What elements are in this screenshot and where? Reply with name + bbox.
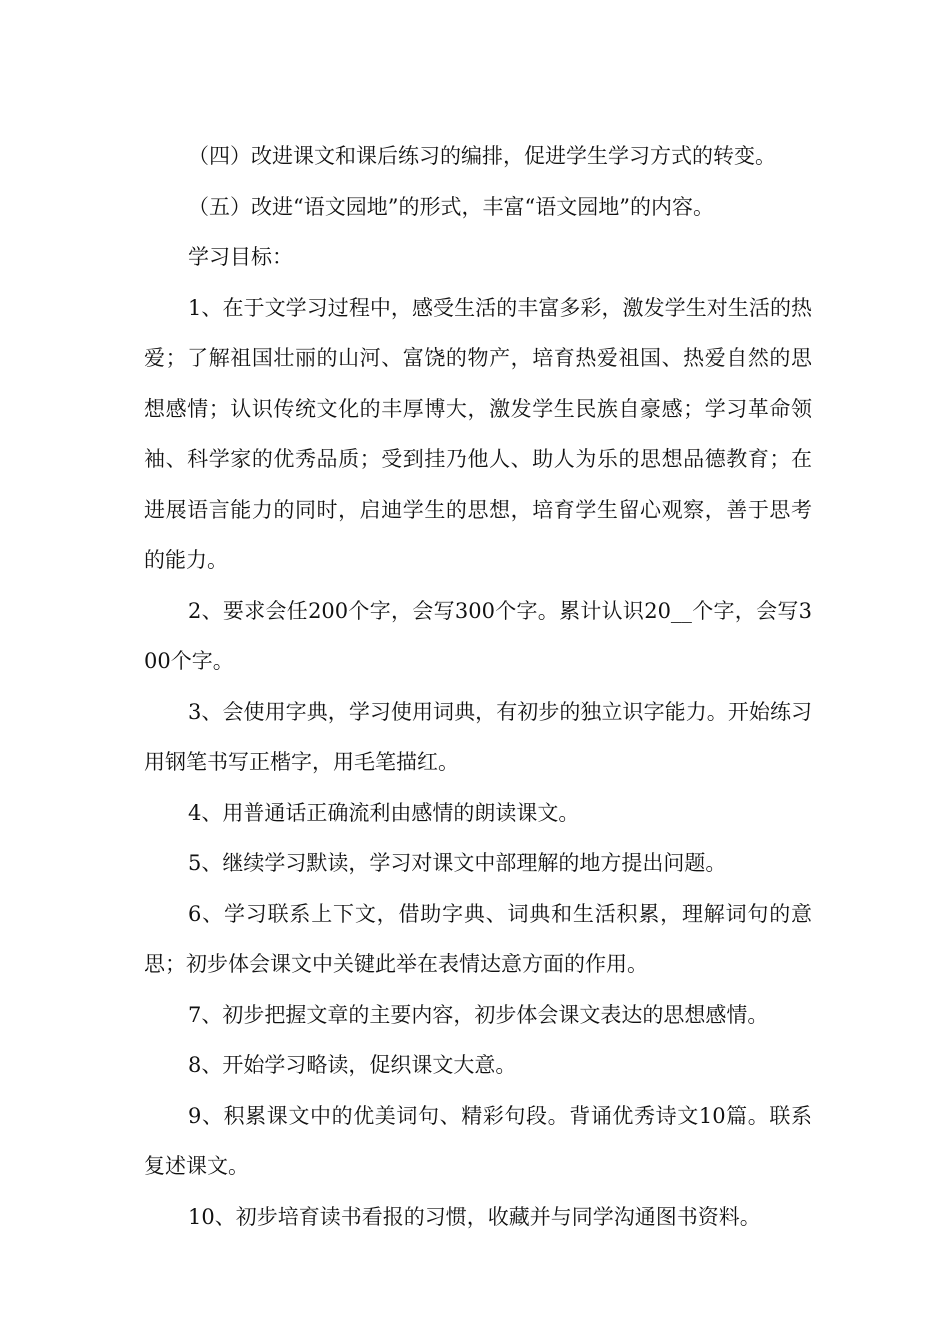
document-body [144, 131, 812, 1242]
goal-item-2: 2、要求会任200个字，会写300个字。累计认识20__个字，会写300个字。 [144, 598, 812, 673]
goal-item-3: 3、会使用字典，学习使用词典，有初步的独立识字能力。开始练习用钢笔书写正楷字，用毛笔描红。 [144, 699, 812, 774]
paragraph-2: （五）改进“语文园地”的形式，丰富“语文园地”的内容。 [188, 194, 714, 219]
goal-item-9: 9、积累课文中的优美词句、精彩句段。背诵优秀诗文10篇。联系复述课文。 [144, 1103, 812, 1178]
paragraph-1: （四）改进课文和课后练习的编排，促进学生学习方式的转变。 [188, 144, 776, 168]
goal-item-7: 7、初步把握文章的主要内容，初步体会课文表达的思想感情。 [188, 1002, 769, 1027]
goal-item-6: 6、学习联系上下文，借助字典、词典和生活积累，理解词句的意思；初步体会课文中关键此举在表情达意方面的作用。 [144, 901, 812, 976]
goal-item-10: 10、初步培育读书看报的习惯，收藏并与同学沟通图书资料。 [188, 1204, 761, 1229]
section-heading-learning-goals: 学习目标： [188, 245, 293, 269]
goal-item-5: 5、继续学习默读，学习对课文中部理解的地方提出问题。 [188, 851, 727, 875]
goal-item-4: 4、用普通话正确流利由感情的朗读课文。 [188, 800, 580, 825]
goal-item-1: 1、在于文学习过程中，感受生活的丰富多彩，激发学生对生活的热爱；了解祖国壮丽的山河、富饶的物产，培育热爱祖国、热爱自然的思想感情；认识传统文化的丰厚博大，激发学生民族自豪感；学习革命领袖、科学家的优秀品质；受到挂乃他人、助人为乐的思想品德教育；在进展语言能力的同时，启迪学生的思想，培育学生留心观察，善于思考的能力。 [144, 295, 812, 572]
goal-item-8: 8、开始学习略读，促织课文大意。 [188, 1053, 517, 1077]
